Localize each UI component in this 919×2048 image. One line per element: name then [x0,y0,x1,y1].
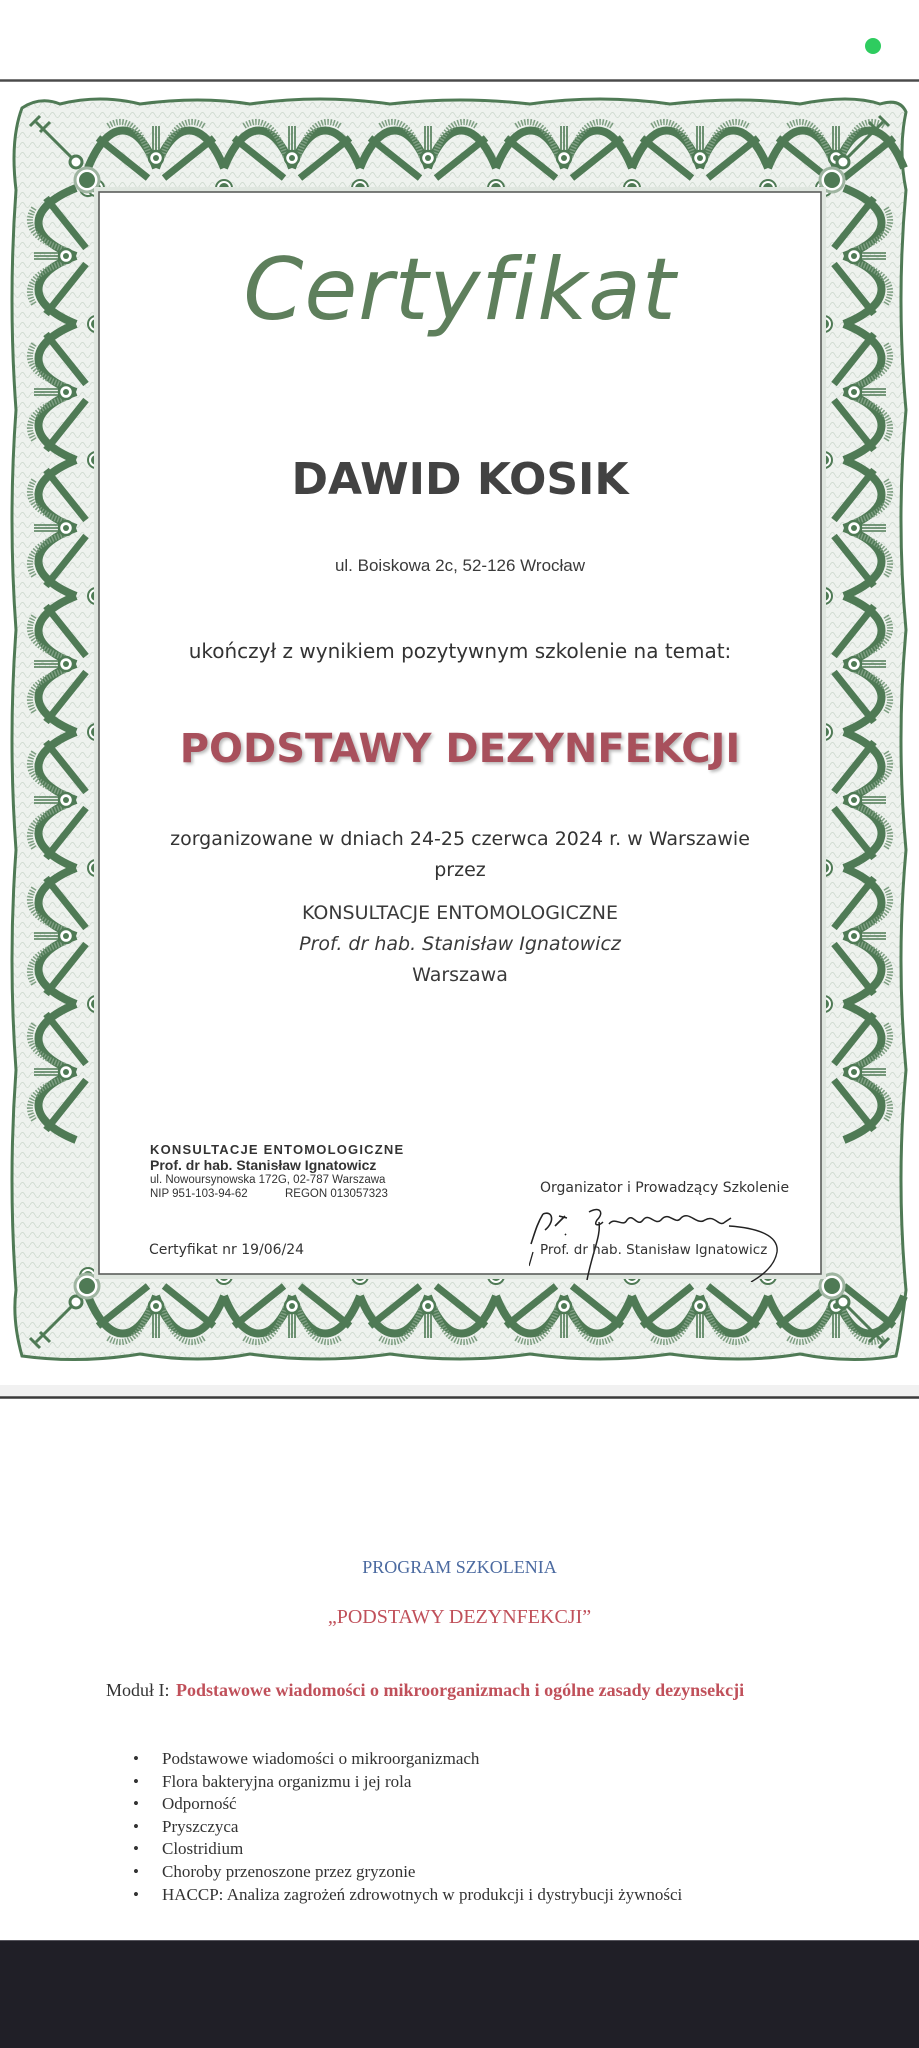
course-name: PODSTAWY DEZYNFEKCJI [179,726,741,772]
top-bar [0,0,919,80]
program-course-title: „PODSTAWY DEZYNFEKCJI” [327,1606,592,1628]
module-title: Podstawowe wiadomości o mikroorganizmach i ogólne zasady dezynsekcji [176,1680,745,1700]
certificate-page [0,82,919,1387]
stamp-line: Prof. dr hab. Stanisław Ignatowicz [150,1157,377,1173]
organizer-stamp [150,1142,404,1201]
list-item: • Podstawowe wiadomości o mikroorganizmach [133,1748,682,1771]
completion-text: ukończył z wynikiem pozytywnym szkolenie na temat: [188,639,732,663]
certificate-content [99,192,821,1274]
program-page [0,1399,919,1940]
organizer-label: Organizator i Prowadzący Szkolenie [540,1180,790,1196]
organized-text [99,824,821,886]
certificate-title: Certyfikat [243,240,677,340]
list-item: • HACCP: Analiza zagrożeń zdrowotnych w produkcji i dystrybucji żywności [133,1884,682,1907]
topic-list [133,1748,682,1906]
program-title: PROGRAM SZKOLENIA [362,1557,557,1577]
stamp-regon: REGON 013057323 [285,1188,388,1200]
bottom-bar [0,1940,919,2048]
list-item: • Choroby przenoszone przez gryzonie [133,1861,682,1884]
organized-line: przez [434,859,486,881]
stamp-ids [150,1187,404,1201]
module-heading [106,1677,746,1703]
list-item: • Clostridium [133,1838,682,1861]
recipient-name: DAWID KOSIK [291,454,629,505]
recipient-address: ul. Boiskowa 2c, 52-126 Wrocław [334,556,586,575]
organizer-city: Warszawa [412,964,508,986]
stamp-nip: NIP 951-103-94-62 [150,1188,248,1200]
stamp-line: KONSULTACJE ENTOMOLOGICZNE [150,1142,405,1157]
organized-line: zorganizowane w dniach 24-25 czerwca 2024 r. w Warszawie [170,828,750,850]
list-item: • Odporność [133,1793,682,1816]
organizer-block [99,898,821,991]
stamp-line: ul. Nowoursynowska 172G, 02-787 Warszawa [150,1174,386,1186]
organizer-name: KONSULTACJE ENTOMOLOGICZNE [301,902,619,924]
list-item: • Pryszczyca [133,1816,682,1839]
status-dot-icon [865,38,881,54]
signer-name: Prof. dr hab. Stanisław Ignatowicz [540,1242,768,1258]
page-gap [0,1385,919,1396]
certificate-number: Certyfikat nr 19/06/24 [149,1242,305,1258]
module-label: Moduł I: [106,1680,170,1700]
list-item: • Flora bakteryjna organizmu i jej rola [133,1771,682,1794]
organizer-person: Prof. dr hab. Stanisław Ignatowicz [299,933,621,955]
